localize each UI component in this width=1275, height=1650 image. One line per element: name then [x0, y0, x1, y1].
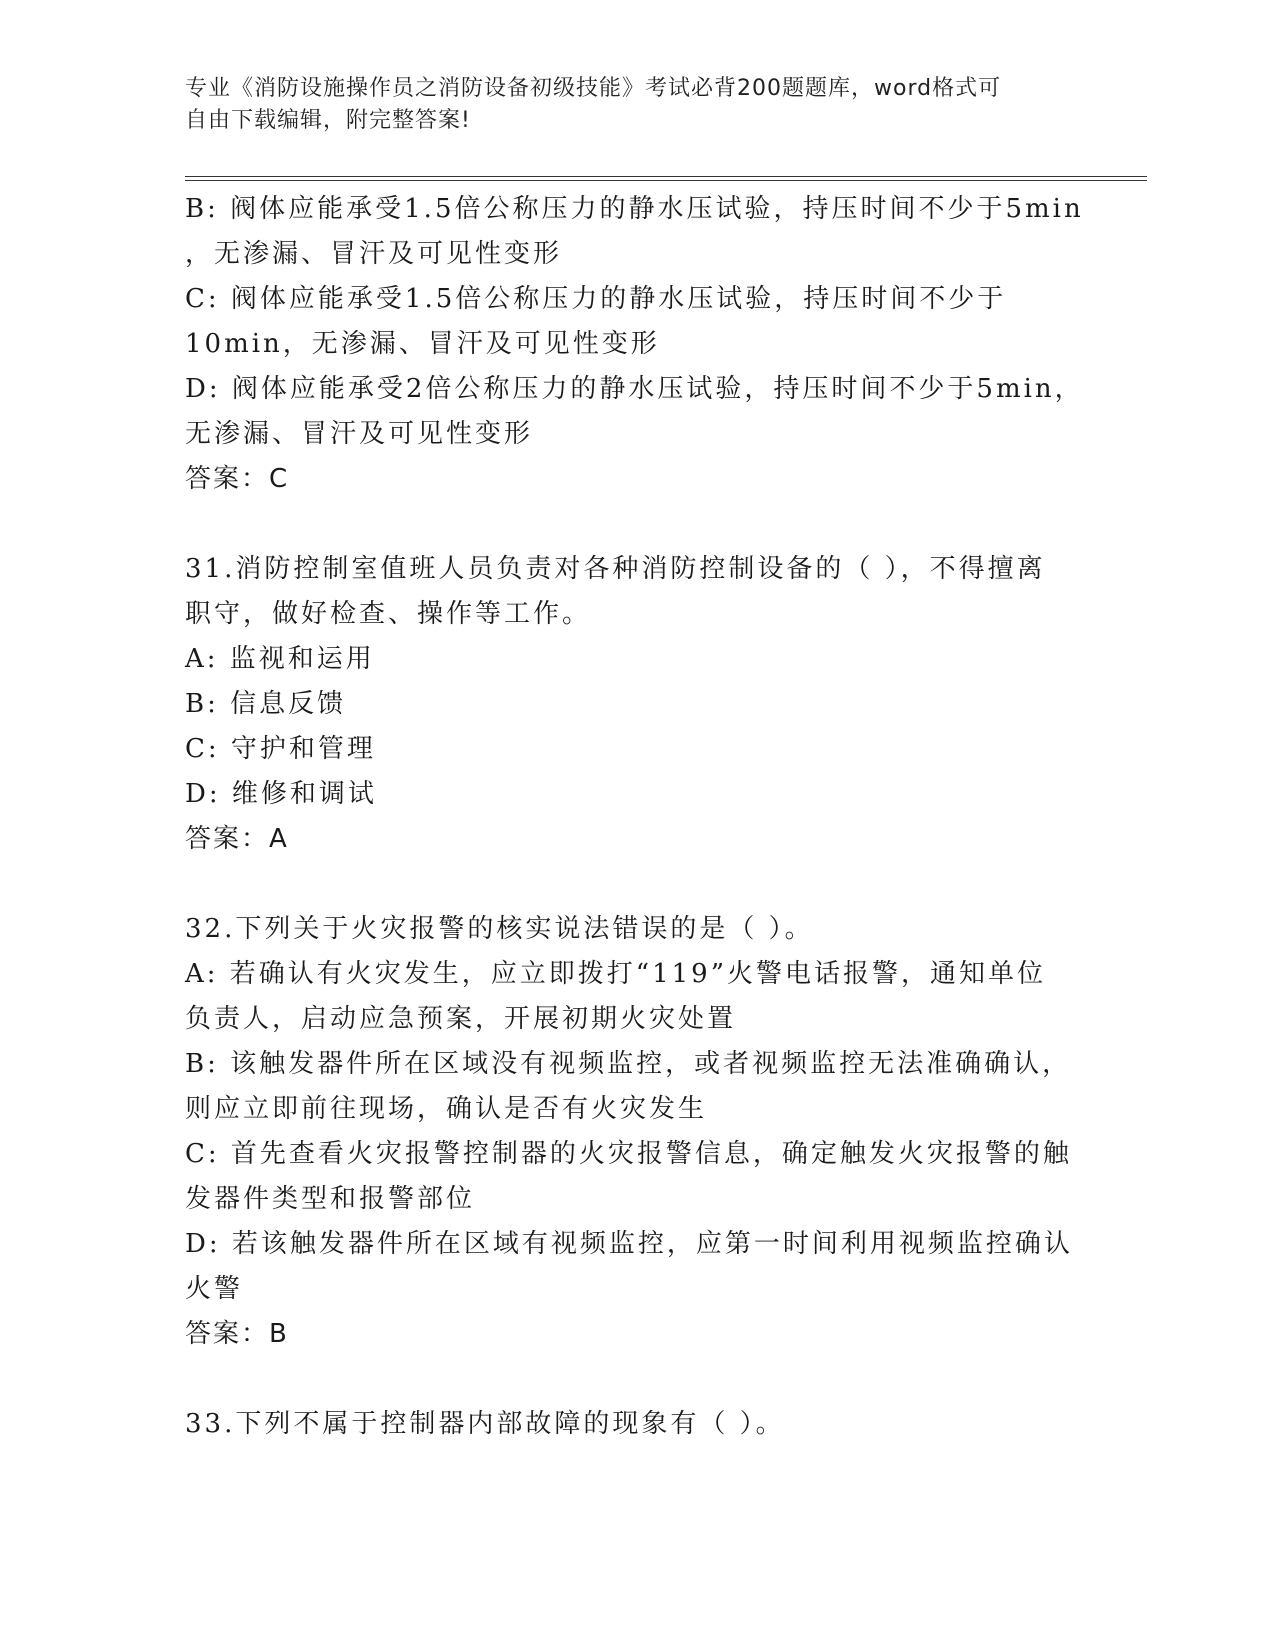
spacer — [185, 1357, 1085, 1402]
q31-option-b: B: 信息反馈 — [185, 689, 347, 719]
q31-option-a: A: 监视和运用 — [185, 644, 375, 674]
question-33 — [185, 1402, 1085, 1447]
question-content — [185, 187, 1085, 1447]
q30-option-c-line-2: 10min，无渗漏、冒汗及可见性变形 — [185, 329, 660, 359]
q30-option-c-line-1: C: 阀体应能承受1.5倍公称压力的静水压试验，持压时间不少于 — [185, 284, 1007, 314]
q32-option-a-line-1: A: 若确认有火灾发生，应立即拨打“119”火警电话报警，通知单位 — [185, 959, 1047, 989]
q31-option-c: C: 守护和管理 — [185, 734, 376, 764]
q32-option-d-line-1: D: 若该触发器件所在区域有视频监控，应第一时间利用视频监控确认 — [185, 1229, 1073, 1259]
q32-option-c-line-1: C: 首先查看火灾报警控制器的火灾报警信息，确定触发火灾报警的触 — [185, 1139, 1072, 1169]
spacer — [185, 862, 1085, 907]
q30-option-b-line-2: ，无渗漏、冒汗及可见性变形 — [185, 239, 563, 269]
q31-stem-line-1: 31.消防控制室值班人员负责对各种消防控制设备的（ ），不得擅离 — [185, 554, 1046, 584]
q31-option-d: D: 维修和调试 — [185, 779, 377, 809]
q32-option-d-line-2: 火警 — [185, 1274, 244, 1304]
page-header — [185, 73, 1065, 137]
question-31 — [185, 547, 1085, 862]
header-line-2: 自由下载编辑，附完整答案! — [185, 108, 471, 133]
q32-answer: 答案：B — [185, 1319, 289, 1349]
q30-option-d-line-1: D: 阀体应能承受2倍公称压力的静水压试验，持压时间不少于5min， — [185, 374, 1084, 404]
spacer — [185, 502, 1085, 547]
q32-stem-line-1: 32.下列关于火灾报警的核实说法错误的是（ ）。 — [185, 914, 814, 944]
q33-stem-line-1: 33.下列不属于控制器内部故障的现象有（ ）。 — [185, 1409, 785, 1439]
question-32 — [185, 907, 1085, 1357]
q31-stem-line-2: 职守，做好检查、操作等工作。 — [185, 599, 592, 629]
question-30 — [185, 187, 1085, 502]
q32-option-b-line-2: 则应立即前往现场，确认是否有火灾发生 — [185, 1094, 708, 1124]
q31-answer: 答案：A — [185, 824, 289, 854]
q30-option-b-line-1: B: 阀体应能承受1.5倍公称压力的静水压试验，持压时间不少于5min — [185, 194, 1084, 224]
header-divider — [185, 176, 1147, 181]
header-line-1: 专业《消防设施操作员之消防设备初级技能》考试必背200题题库，word格式可 — [185, 76, 1002, 101]
q32-option-b-line-1: B: 该触发器件所在区域没有视频监控，或者视频监控无法准确确认， — [185, 1049, 1072, 1079]
q32-option-a-line-2: 负责人，启动应急预案，开展初期火灾处置 — [185, 1004, 737, 1034]
q32-option-c-line-2: 发器件类型和报警部位 — [185, 1184, 476, 1214]
q30-option-d-line-2: 无渗漏、冒汗及可见性变形 — [185, 419, 534, 449]
q30-answer: 答案：C — [185, 464, 290, 494]
